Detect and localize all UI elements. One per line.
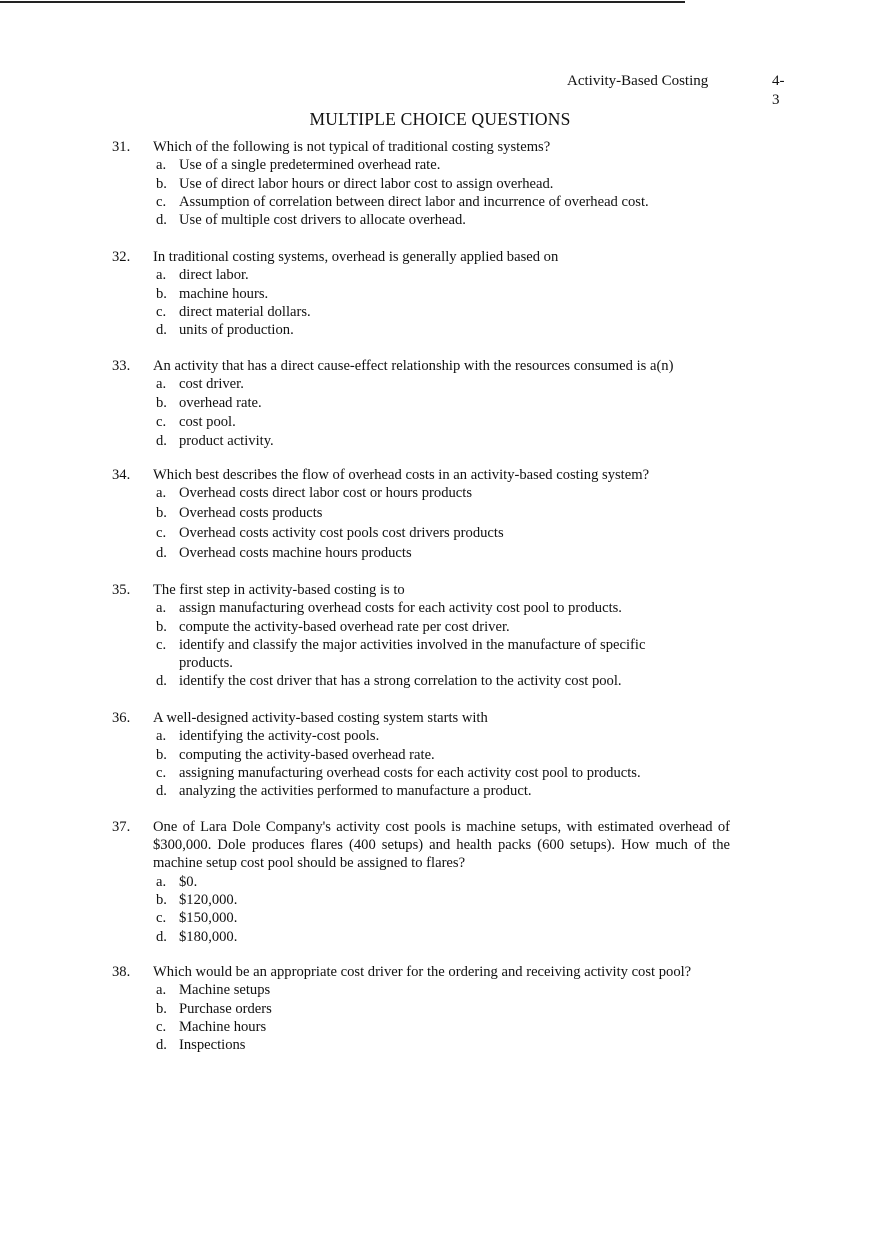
option-letter: b. — [156, 1000, 167, 1017]
answer-option — [156, 909, 752, 927]
answer-option — [156, 432, 752, 451]
question-38 — [112, 963, 752, 1054]
option-letter: b. — [156, 175, 167, 192]
option-text: units of production. — [179, 322, 294, 339]
answer-options — [112, 981, 752, 1054]
question-header — [112, 357, 752, 375]
answer-option — [156, 782, 752, 800]
option-letter: b. — [156, 891, 167, 908]
question-number: 36. — [112, 710, 131, 726]
option-text: Overhead costs products — [179, 505, 323, 521]
option-text: Use of a single predetermined overhead rate. — [179, 157, 441, 174]
answer-option — [156, 156, 752, 174]
answer-options — [112, 375, 752, 450]
option-text: cost driver. — [179, 376, 244, 393]
option-letter: a. — [156, 873, 167, 890]
option-letter: a. — [156, 267, 167, 284]
question-34 — [112, 466, 752, 563]
answer-option — [156, 599, 752, 617]
option-text: Overhead costs direct labor cost or hours products — [179, 485, 473, 502]
option-letter: b. — [156, 285, 167, 302]
answer-option — [156, 524, 752, 544]
option-letter: a. — [156, 982, 167, 999]
option-text: $120,000. — [179, 891, 238, 908]
option-letter: a. — [156, 600, 167, 617]
option-letter: d. — [156, 783, 167, 800]
option-text: Use of multiple cost drivers to allocate overhead. — [179, 212, 466, 229]
answer-option — [156, 544, 752, 564]
question-header — [112, 581, 752, 599]
page-number: 4- 3 — [772, 73, 785, 108]
answer-option — [156, 981, 752, 999]
question-stem: In traditional costing systems, overhead is generally applied based on — [153, 249, 559, 265]
question-stem: The first step in activity-based costing is to — [153, 582, 405, 598]
answer-option — [156, 266, 752, 284]
answer-option — [156, 727, 752, 745]
option-letter: a. — [156, 376, 167, 393]
option-text: Purchase orders — [179, 1000, 272, 1017]
option-letter: a. — [156, 157, 167, 174]
answer-option — [156, 394, 752, 413]
option-letter: c. — [156, 636, 167, 653]
option-letter: c. — [156, 764, 167, 781]
question-stem: Which of the following is not typical of traditional costing systems? — [153, 139, 551, 155]
answer-option — [156, 873, 752, 891]
answer-option — [156, 193, 752, 211]
answer-options — [112, 266, 752, 339]
option-text: computing the activity-based overhead rate. — [179, 746, 435, 763]
question-35 — [112, 581, 752, 691]
answer-option — [156, 175, 752, 193]
answer-option — [156, 285, 752, 303]
answer-option — [156, 636, 752, 672]
option-text: overhead rate. — [179, 395, 262, 411]
option-text: machine hours. — [179, 285, 269, 302]
option-text: $0. — [179, 873, 198, 890]
answer-option — [156, 375, 752, 394]
option-text: $180,000. — [179, 928, 238, 945]
option-text: Machine hours — [179, 1018, 267, 1035]
question-header — [112, 466, 752, 484]
option-letter: c. — [156, 193, 167, 210]
option-text: assign manufacturing overhead costs for each activity cost pool to products. — [179, 600, 622, 617]
option-text: Overhead costs activity cost pools cost drivers products — [179, 524, 504, 541]
option-letter: b. — [156, 505, 167, 521]
answer-option — [156, 413, 752, 432]
option-text: cost pool. — [179, 413, 236, 430]
question-36 — [112, 709, 752, 800]
answer-option — [156, 891, 752, 909]
option-letter: d. — [156, 544, 167, 561]
option-letter: c. — [156, 413, 167, 430]
answer-option — [156, 321, 752, 339]
answer-option — [156, 764, 752, 782]
answer-option — [156, 1000, 752, 1018]
option-text: assigning manufacturing overhead costs for each activity cost pool to products. — [179, 764, 641, 781]
question-header — [112, 818, 752, 873]
question-stem: Which would be an appropriate cost driver for the ordering and receiving activity cost pool? — [153, 964, 692, 980]
option-letter: b. — [156, 395, 167, 411]
answer-options — [112, 599, 752, 690]
option-letter: d. — [156, 212, 167, 229]
option-text: compute the activity-based overhead rate per cost driver. — [179, 618, 510, 635]
option-letter: d. — [156, 673, 167, 690]
answer-option — [156, 1018, 752, 1036]
option-text: direct material dollars. — [179, 303, 311, 320]
option-letter: d. — [156, 1037, 167, 1054]
answer-options — [112, 727, 752, 800]
answer-option — [156, 672, 752, 690]
question-stem: An activity that has a direct cause-effect relationship with the resources consumed is a(n) — [153, 358, 674, 374]
question-number: 32. — [112, 249, 131, 265]
question-31 — [112, 138, 752, 229]
answer-option — [156, 303, 752, 321]
answer-option — [156, 746, 752, 764]
section-title: MULTIPLE CHOICE QUESTIONS — [309, 109, 571, 129]
answer-option — [156, 484, 752, 504]
question-header — [112, 709, 752, 727]
option-letter: c. — [156, 524, 167, 541]
question-number: 38. — [112, 964, 131, 980]
question-32 — [112, 248, 752, 339]
answer-option — [156, 211, 752, 229]
chapter-title: Activity-Based Costing — [567, 73, 709, 89]
question-33 — [112, 357, 752, 450]
option-text: Machine setups — [179, 982, 271, 999]
option-letter: a. — [156, 728, 167, 745]
option-letter: b. — [156, 618, 167, 635]
option-letter: c. — [156, 910, 167, 927]
answer-options — [112, 873, 752, 946]
option-letter: c. — [156, 1018, 167, 1035]
answer-options — [112, 156, 752, 229]
question-stem: One of Lara Dole Company's activity cost pools is machine setups, with estimated overhead of $300,000. Dole produces flares (400 setups) and health packs (600 setups). How much of the machine setup cost pool should be assigned to flares? — [153, 819, 730, 872]
option-text: direct labor. — [179, 267, 249, 284]
answer-option — [156, 504, 752, 524]
option-letter: a. — [156, 485, 167, 502]
option-text: identifying the activity-cost pools. — [179, 728, 380, 745]
question-header — [112, 138, 752, 156]
question-header — [112, 963, 752, 981]
answer-options — [112, 484, 752, 563]
option-text: $150,000. — [179, 910, 238, 927]
option-text: Inspections — [179, 1037, 246, 1054]
option-text: Overhead costs machine hours products — [179, 544, 412, 561]
answer-option — [156, 928, 752, 946]
option-letter: d. — [156, 928, 167, 945]
option-letter: d. — [156, 322, 167, 339]
option-text: identify the cost driver that has a strong correlation to the activity cost pool. — [179, 673, 622, 690]
option-text: identify and classify the major activities involved in the manufacture of specific products. — [179, 636, 646, 671]
question-stem: A well-designed activity-based costing system starts with — [153, 710, 488, 726]
option-text: Assumption of correlation between direct labor and incurrence of overhead cost. — [179, 193, 649, 210]
option-text: analyzing the activities performed to manufacture a product. — [179, 783, 532, 800]
question-number: 31. — [112, 139, 131, 155]
question-number: 34. — [112, 467, 131, 483]
question-number: 35. — [112, 582, 131, 598]
question-number: 33. — [112, 358, 131, 374]
top-rule — [0, 1, 685, 3]
option-letter: b. — [156, 746, 167, 763]
option-text: product activity. — [179, 432, 274, 449]
option-letter: c. — [156, 303, 167, 320]
question-37 — [112, 818, 752, 946]
question-header — [112, 248, 752, 266]
option-letter: d. — [156, 432, 167, 449]
answer-option — [156, 1036, 752, 1054]
question-stem: Which best describes the flow of overhead costs in an activity-based costing system? — [153, 467, 650, 483]
question-number: 37. — [112, 819, 131, 835]
answer-option — [156, 618, 752, 636]
option-text: Use of direct labor hours or direct labor cost to assign overhead. — [179, 175, 554, 192]
